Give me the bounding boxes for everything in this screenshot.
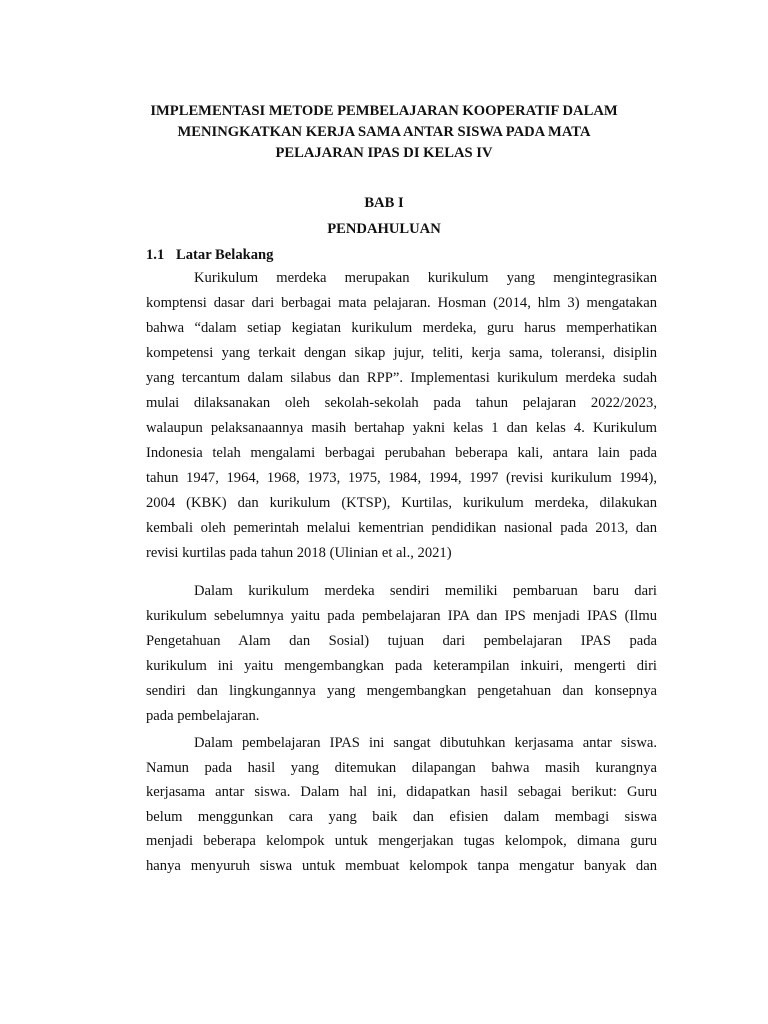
paragraph-line: Kurikulum merdeka merupakan kurikulum yang mengintegrasikan	[194, 270, 657, 286]
paragraph-line: Dalam pembelajaran IPAS ini sangat dibutuhkan kerjasama antar siswa.	[194, 735, 657, 751]
section-heading	[146, 245, 273, 265]
paragraph-line: mulai dilaksanakan oleh sekolah-sekolah pada tahun pelajaran 2022/2023,	[146, 395, 657, 411]
paragraph-line: sendiri dan lingkungannya yang mengembangkan pengetahuan dan konsepnya	[146, 683, 657, 699]
paragraph-line: kurikulum ini yaitu mengembangkan pada keterampilan inkuiri, mengerti diri	[146, 658, 657, 674]
paragraph-line: kerjasama antar siswa. Dalam hal ini, didapatkan hasil sebagai berikut: Guru	[146, 784, 657, 801]
paragraph	[146, 581, 657, 731]
paragraph-line: walaupun pelaksanaannya masih bertahap yakni kelas 1 dan kelas 4. Kurikulum	[146, 420, 657, 436]
title-line: MENINGKATKAN KERJA SAMA ANTAR SISWA PADA MATA	[177, 124, 591, 140]
paragraph-line: kurikulum sebelumnya yaitu pada pembelajaran IPA dan IPS menjadi IPAS (Ilmu	[146, 608, 657, 624]
paragraph-line: menjadi beberapa kelompok untuk mengerjakan tugas kelompok, dimana guru	[146, 833, 657, 850]
paragraph-line: kembali oleh pemerintah melalui kementrian pendidikan nasional pada 2013, dan	[146, 520, 657, 536]
paragraph-line: Indonesia telah mengalami berbagai perubahan beberapa kali, antara lain pada	[146, 445, 657, 461]
document-title	[120, 101, 648, 164]
chapter-title: PENDAHULUAN	[327, 221, 441, 237]
paragraph-line: pada pembelajaran.	[146, 708, 260, 724]
section-number: 1.1	[146, 247, 165, 263]
paragraph-line: revisi kurtilas pada tahun 2018 (Ulinian et al., 2021)	[146, 545, 452, 561]
paragraph-line: kompetensi yang terkait dengan sikap jujur, teliti, kerja sama, toleransi, disiplin	[146, 345, 657, 361]
title-line: IMPLEMENTASI METODE PEMBELAJARAN KOOPERATIF DALAM	[150, 103, 618, 119]
paragraph-line: belum menggunkan cara yang baik dan efisien dalam membagi siswa	[146, 808, 657, 825]
paragraph	[146, 733, 657, 881]
paragraph-line: Dalam kurikulum merdeka sendiri memiliki pembaruan baru dari	[194, 583, 657, 599]
section-title: Latar Belakang	[176, 247, 274, 263]
paragraph-line: yang tercantum dalam silabus dan RPP”. Implementasi kurikulum merdeka sudah	[146, 370, 657, 386]
paragraph-line: bahwa “dalam setiap kegiatan kurikulum merdeka, guru harus memperhatikan	[146, 320, 657, 336]
paragraph-line: 2004 (KBK) dan kurikulum (KTSP), Kurtilas, kurikulum merdeka, dilakukan	[146, 495, 657, 511]
title-line: PELAJARAN IPAS DI KELAS IV	[275, 145, 493, 161]
paragraph-line: hanya menyuruh siswa untuk membuat kelompok tanpa mengatur banyak dan	[146, 857, 657, 874]
paragraph-line: komptensi dasar dari berbagai mata pelajaran. Hosman (2014, hlm 3) mengatakan	[146, 295, 657, 311]
paragraph-line: tahun 1947, 1964, 1968, 1973, 1975, 1984, 1994, 1997 (revisi kurikulum 1994),	[146, 470, 657, 486]
paragraph-line: Namun pada hasil yang ditemukan dilapangan bahwa masih kurangnya	[146, 759, 657, 776]
paragraph	[146, 268, 657, 568]
paragraph-line: Pengetahuan Alam dan Sosial) tujuan dari pembelajaran IPAS pada	[146, 633, 657, 649]
chapter-number: BAB I	[364, 195, 404, 211]
